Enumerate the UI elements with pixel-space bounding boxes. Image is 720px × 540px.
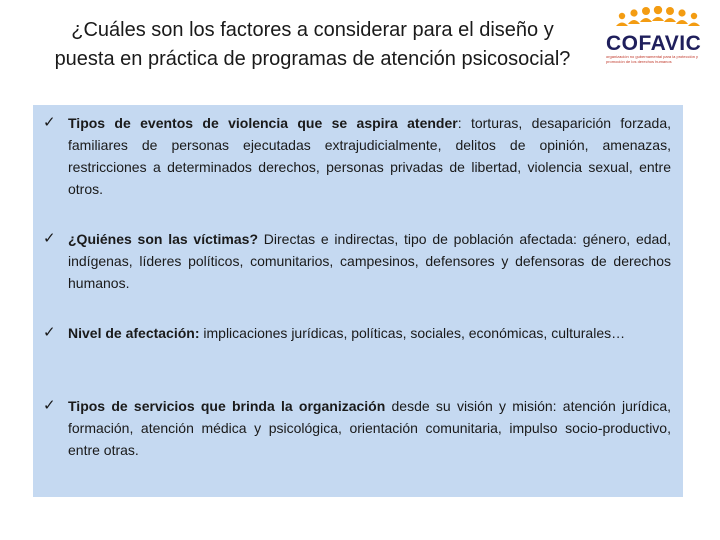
list-item — [43, 322, 671, 344]
list-item-text — [68, 395, 671, 461]
content-panel — [33, 105, 683, 497]
list-item-lead: Nivel de afectación: — [68, 325, 200, 341]
check-mark-icon: ✓ — [43, 397, 56, 414]
list-item-body: desde su visión y misión: atención jurídica, formación, atención médica y psicológica, orientación comunitaria, impulso socio-productivo, entre otras. — [68, 398, 672, 458]
list-item-text — [68, 322, 671, 344]
list-item-body: : torturas, desaparición forzada, familiares de personas ejecutadas extrajudicialmente, delitos de opinión, amenazas, restricciones a determinados derechos, personas privadas de libertad, violencia sexual, entre otros. — [68, 115, 671, 197]
check-mark-icon: ✓ — [43, 324, 56, 341]
list-item-body: Directas e indirectas, tipo de población afectada: género, edad, indígenas, líderes políticos, comunitarios, campesinos, defensores y defensoras de derechos humanos. — [68, 231, 671, 291]
list-item — [43, 395, 671, 461]
list-item — [43, 228, 671, 294]
list-item-text — [68, 228, 671, 294]
check-mark-icon: ✓ — [43, 230, 56, 247]
list-item-text — [68, 112, 671, 200]
check-mark-icon: ✓ — [43, 114, 56, 131]
list-item-lead: Tipos de eventos de violencia que se aspira atender — [68, 115, 458, 131]
list-item-lead: ¿Quiénes son las víctimas? — [68, 231, 259, 247]
logo-wordmark: COFAVIC — [606, 32, 702, 55]
cofavic-logo — [600, 6, 718, 68]
logo-tagline: organización no gubernamental para la protección y promoción de los derechos humanos — [606, 54, 699, 64]
slide-title: ¿Cuáles son los factores a considerar para el diseño y puesta en práctica de programas de atención psicosocial? — [54, 19, 571, 70]
list-item-body: implicaciones jurídicas, políticas, sociales, económicas, culturales… — [199, 325, 626, 341]
list-item-lead: Tipos de servicios que brinda la organización — [68, 398, 386, 414]
list-item — [43, 112, 671, 200]
